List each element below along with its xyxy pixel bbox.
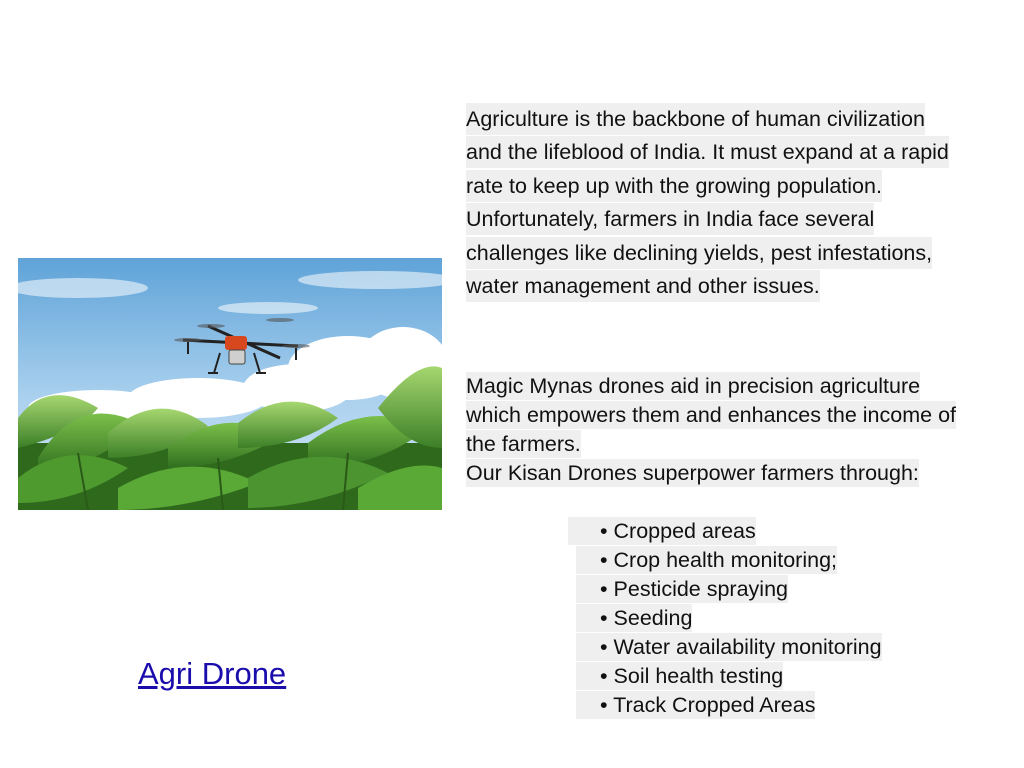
list-item xyxy=(568,575,968,604)
bullet-marker: • xyxy=(600,606,614,630)
list-item-label: Pesticide spraying xyxy=(613,577,788,601)
bullet-marker: • xyxy=(600,548,614,572)
bullet-marker: • xyxy=(600,664,614,688)
list-item xyxy=(568,633,968,662)
bullet-marker: • xyxy=(600,693,614,717)
kisan-text: Our Kisan Drones superpower farmers through: xyxy=(466,461,919,485)
list-item xyxy=(568,517,968,546)
list-item xyxy=(568,662,968,691)
list-item-label: Crop health monitoring; xyxy=(613,548,837,572)
list-item xyxy=(568,604,968,633)
list-item xyxy=(568,691,968,720)
drone-photo xyxy=(18,258,442,510)
mission-paragraph xyxy=(466,372,956,488)
drone-photo-illustration xyxy=(18,258,442,510)
list-item xyxy=(568,546,968,575)
list-item-label: Seeding xyxy=(613,606,693,630)
bullet-marker: • xyxy=(600,519,614,543)
list-item-label: Track Cropped Areas xyxy=(613,693,816,717)
intro-text: Agriculture is the backbone of human civilization and the lifeblood of India. It must expand at a rapid rate to keep up with the growing population. Unfortunately, farmers in India face several challenges like declining yields, pest infestations, water management and other issues. xyxy=(466,103,949,302)
intro-paragraph xyxy=(466,103,956,303)
capabilities-list xyxy=(568,517,968,720)
bullet-marker: • xyxy=(600,635,614,659)
mission-text: Magic Mynas drones aid in precision agriculture which empowers them and enhances the income of the farmers. xyxy=(466,374,956,456)
agri-drone-link[interactable]: Agri Drone xyxy=(138,656,287,691)
list-item-label: Soil health testing xyxy=(613,664,784,688)
bullet-marker: • xyxy=(600,577,614,601)
list-item-label: Water availability monitoring xyxy=(613,635,882,659)
list-item-label: Cropped areas xyxy=(613,519,756,543)
